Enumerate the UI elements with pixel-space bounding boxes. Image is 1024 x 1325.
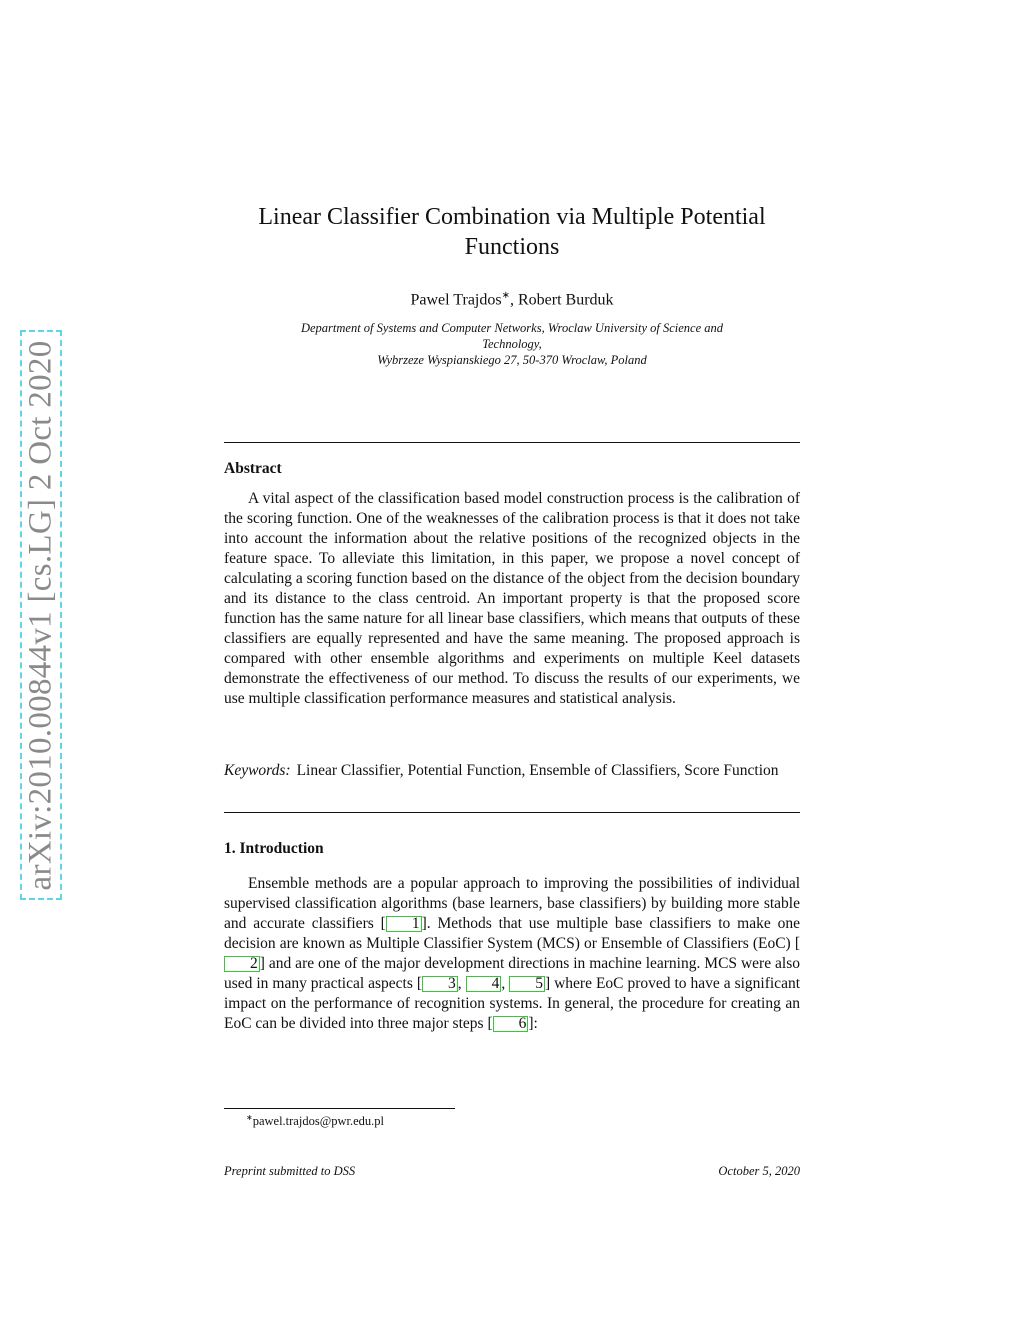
affiliation-line-2: Technology, (482, 337, 542, 351)
intro-text-3: and are one of the major development directions in machine learning. MCS were also used in many practical aspects (224, 955, 800, 992)
abstract-body: A vital aspect of the classification based model construction process is the calibration of the scoring function. One of the weaknesses of the calibration process is that it does not take into account the information about the relative positions of the recognized objects in the feature space. To alleviate this limitation, in this paper, we propose a novel concept of calculating a scoring function based on the distance of the object from the decision boundary and its distance to the class centroid. An important property is that the proposed score function has the same nature for all linear base classifiers, which means that outputs of these classifiers are equally represented and have the same meaning. The proposed approach is compared with other ensemble algorithms and experiments on multiple Keel datasets demonstrate the effectiveness of our method. To discuss the results of our experiments, we use multiple classification performance measures and statistical analysis. (224, 490, 800, 707)
footnote-email: pawel.trajdos@pwr.edu.pl (252, 1114, 384, 1129)
citation-link-3[interactable]: 3 (422, 976, 458, 992)
paper-title (224, 202, 800, 262)
affiliation-line-1: Department of Systems and Computer Networks, Wroclaw University of Science and (300, 321, 724, 335)
introduction-paragraph: Ensemble methods are a popular approach to improving the possibilities of individual supervised classification algorithms (base learners, base classifiers) by building more stable and accurate classifiers [ 1 ]. Methods that use multiple base classifiers to make one decision are known as Multiple Classifier System (MCS) or Ensemble of Classifiers (EoC) [2 ] and are one of the major development directions in machine learning. MCS were also used in many practical aspects [ 3 , 4 , 5 ] where EoC proved to have a significant impact on the performance of recognition systems. In general, the procedure for creating an EoC can be divided into three major steps [ 6 ]: (224, 875, 801, 1032)
footer-preprint-note: Preprint submitted to DSS (224, 1164, 356, 1178)
title-line-1: Linear Classifier Combination via Multiple Potential (258, 204, 766, 230)
citation-separator-2: , (501, 975, 510, 992)
authors (224, 290, 800, 309)
intro-text-1: Ensemble methods are a popular approach to improving the possibilities of individual supervised classification algorithms (base learners, base classifiers) by building more stable and accurate classifiers (224, 875, 800, 932)
footer-date: October 5, 2020 (718, 1164, 800, 1178)
footnote-mark: ∗ (246, 1113, 253, 1122)
section-heading-introduction: 1. Introduction (224, 840, 324, 857)
citation-separator-1: , (457, 975, 466, 992)
intro-text-2: . Methods that use multiple base classifiers to make one decision are known as Multiple Classifier System (MCS) or Ensemble of Classifiers (EoC) (224, 915, 800, 952)
keywords-label: Keywords: (224, 762, 291, 779)
footnote (246, 1113, 384, 1129)
keywords (224, 761, 800, 781)
footnote-marker: ∗ (501, 290, 510, 301)
citation-link-5[interactable]: 5 (509, 976, 545, 992)
title-line-2: Functions (464, 234, 560, 260)
citation-link-4[interactable]: 4 (466, 976, 502, 992)
intro-text-4: where EoC proved to have a significant impact on the performance of recognition systems. In general, the procedure for creating an EoC can be divided into three major steps (224, 975, 801, 1032)
citation-link-2[interactable]: 2 (224, 956, 260, 972)
abstract-top-rule (224, 442, 800, 443)
arxiv-identifier: arXiv:2010.00844v1 [cs.LG] 2 Oct 2020 (22, 339, 59, 891)
citation-link-1[interactable]: 1 (386, 916, 422, 932)
footnote-rule (224, 1108, 455, 1109)
affiliation (224, 320, 800, 368)
affiliation-line-3: Wybrzeze Wyspianskiego 27, 50-370 Wroclaw, Poland (377, 353, 647, 367)
abstract-bottom-rule (224, 812, 800, 813)
abstract-heading: Abstract (224, 460, 282, 477)
arxiv-stamp (20, 330, 62, 900)
intro-text-5: : (533, 1015, 538, 1032)
keywords-text: Linear Classifier, Potential Function, Ensemble of Classifiers, Score Function (296, 762, 779, 779)
author-rest: , Robert Burduk (509, 291, 614, 309)
author-first: Pawel Trajdos (410, 291, 502, 309)
citation-link-6[interactable]: 6 (493, 1016, 529, 1032)
